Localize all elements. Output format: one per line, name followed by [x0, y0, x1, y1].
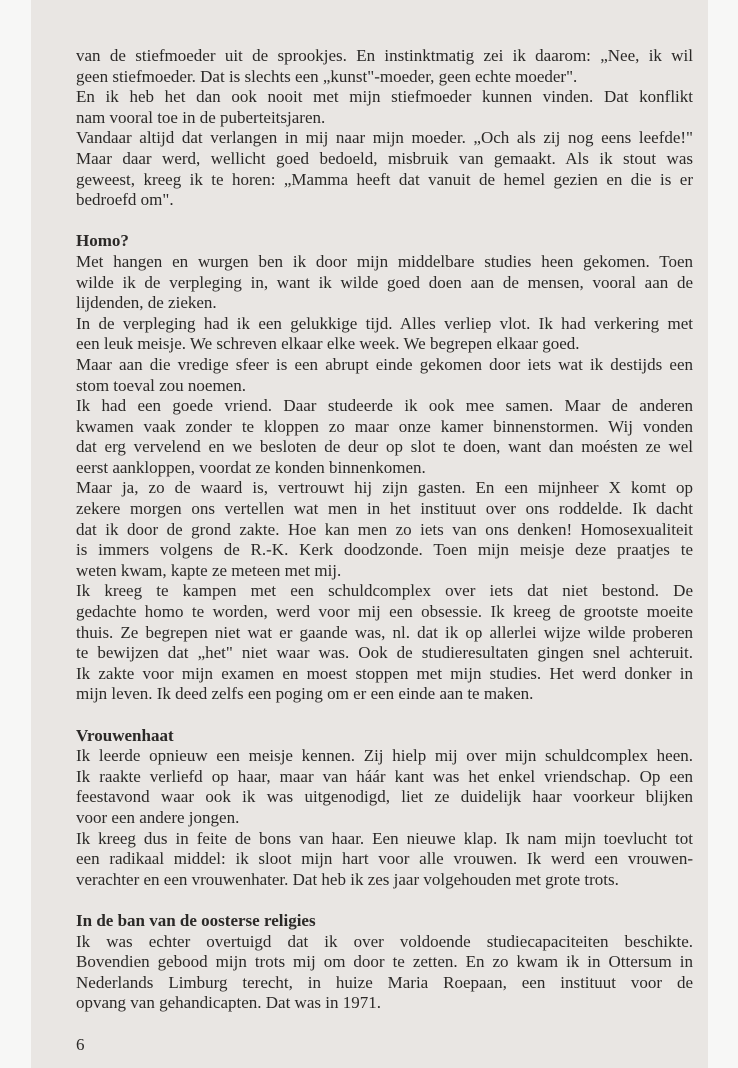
text-line: geweest, kreeg ik te horen: „Mamma heeft dat vanuit de hemel gezien en die is er [76, 169, 693, 189]
paragraph [76, 314, 693, 355]
text-line: Ik leerde opnieuw een meisje kennen. Zij hielp mij over mijn schuldcomplex heen. [76, 746, 693, 766]
section-heading: Vrouwenhaat [76, 725, 174, 745]
text-line: dat ik door de grond zakte. Hoe kan men zo iets van ons denken! Homosexualiteit [76, 519, 693, 539]
text-line: Ik kreeg te kampen met een schuldcomplex over iets dat niet bestond. De [76, 581, 693, 601]
text-line: Ik raakte verliefd op haar, maar van háár kant was het enkel vriendschap. Op een [76, 766, 693, 786]
text-line: lijdenden, de zieken. [76, 293, 217, 313]
section [76, 911, 693, 1014]
text-line: zekere morgen ons vertellen wat men in het instituut over ons roddelde. Ik dacht [76, 499, 693, 519]
text-line: stom toeval zou noemen. [76, 375, 246, 395]
text-line: geen stiefmoeder. Dat is slechts een „kunst"-moeder, geen echte moeder". [76, 66, 578, 86]
text-line: opvang van gehandicapten. Dat was in 1971. [76, 993, 381, 1013]
page-number: 6 [76, 1034, 85, 1054]
text-line: van de stiefmoeder uit de sprookjes. En instinktmatig zei ik daarom: „Nee, ik wil [76, 46, 693, 65]
text-line: kwamen vaak zonder te kloppen zo maar onze kamer binnenstormen. Wij vonden [76, 416, 693, 436]
section [76, 231, 693, 705]
paragraph [76, 746, 693, 828]
text-line: gedachte homo te worden, werd voor mij een obsessie. Ik kreeg de grootste moeite [76, 602, 693, 622]
section-heading: In de ban van de oosterse religies [76, 910, 316, 930]
text-line: Met hangen en wurgen ben ik door mijn middelbare studies heen gekomen. Toen [76, 251, 693, 271]
page-body [76, 46, 693, 1055]
paragraph [76, 46, 693, 87]
text-line: weten kwam, kapte ze meteen met mij. [76, 560, 342, 580]
text-line: is immers volgens de R.-K. Kerk doodzonde. Toen mijn meisje deze praatjes te [76, 540, 693, 560]
text-line: te bewijzen dat „het" niet waar was. Ook de studieresultaten gingen snel achteruit. [76, 643, 693, 663]
section [76, 46, 693, 211]
text-line: Maar daar werd, wellicht goed bedoeld, misbruik van gemaakt. Als ik stout was [76, 148, 693, 168]
paragraph [76, 87, 693, 128]
text-line: wilde ik de verpleging in, want ik wilde goed doen aan de mensen, vooral aan de [76, 272, 693, 292]
paragraph [76, 396, 693, 478]
paragraph [76, 581, 693, 705]
text-line: Nederlands Limburg terecht, in huize Maria Roepaan, een instituut voor de [76, 972, 693, 992]
text-line: Maar aan die vredige sfeer is een abrupt einde gekomen door iets wat ik destijds een [76, 354, 693, 374]
text-line: eerst aankloppen, voordat ze konden binnenkomen. [76, 457, 426, 477]
text-line: een radikaal middel: ik sloot mijn hart voor alle vrouwen. Ik werd een vrouwen- [76, 849, 693, 869]
text-line: verachter en een vrouwenhater. Dat heb ik zes jaar volgehouden met grote trots. [76, 869, 619, 889]
paragraph [76, 355, 693, 396]
text-line: bedroefd om". [76, 190, 174, 210]
text-line: Maar ja, zo de waard is, vertrouwt hij zijn gasten. En een mijnheer X komt op [76, 478, 693, 498]
text-line: Ik kreeg dus in feite de bons van haar. Een nieuwe klap. Ik nam mijn toevlucht tot [76, 828, 693, 848]
paragraph [76, 128, 693, 210]
text-line: In de verpleging had ik een gelukkige tijd. Alles verliep vlot. Ik had verkering met [76, 313, 693, 333]
text-line: En ik heb het dan ook nooit met mijn stiefmoeder kunnen vinden. Dat konflikt [76, 87, 693, 107]
paragraph [76, 829, 693, 891]
text-line: mijn leven. Ik deed zelfs een poging om er een einde aan te maken. [76, 684, 534, 704]
text-line: Vandaar altijd dat verlangen in mij naar mijn moeder. „Och als zij nog eens leefde!" [76, 128, 693, 148]
text-line: thuis. Ze begrepen niet wat er gaande was, nl. dat ik op allerlei wijze wilde proberen [76, 622, 693, 642]
section [76, 726, 693, 891]
text-line: dat erg vervelend en we besloten de deur op slot te doen, want dan moésten ze wel [76, 437, 693, 457]
paragraph [76, 252, 693, 314]
paragraph [76, 932, 693, 1014]
text-line: Ik zakte voor mijn examen en moest stoppen met mijn studies. Het werd donker in [76, 663, 693, 683]
text-line: Ik was echter overtuigd dat ik over voldoende studiecapaciteiten beschikte. [76, 931, 693, 951]
text-line: nam vooral toe in de puberteitsjaren. [76, 107, 326, 127]
section-heading: Homo? [76, 231, 129, 251]
text-line: feestavond waar ook ik was uitgenodigd, liet ze duidelijk haar voorkeur blijken [76, 787, 693, 807]
text-line: Bovendien gebood mijn trots mij om door te zetten. En zo kwam ik in Ottersum in [76, 952, 693, 972]
text-line: voor een andere jongen. [76, 807, 240, 827]
paragraph [76, 478, 693, 581]
book-page [31, 0, 708, 1068]
text-line: een leuk meisje. We schreven elkaar elke week. We begrepen elkaar goed. [76, 334, 580, 354]
text-line: Ik had een goede vriend. Daar studeerde ik ook mee samen. Maar de anderen [76, 396, 693, 416]
